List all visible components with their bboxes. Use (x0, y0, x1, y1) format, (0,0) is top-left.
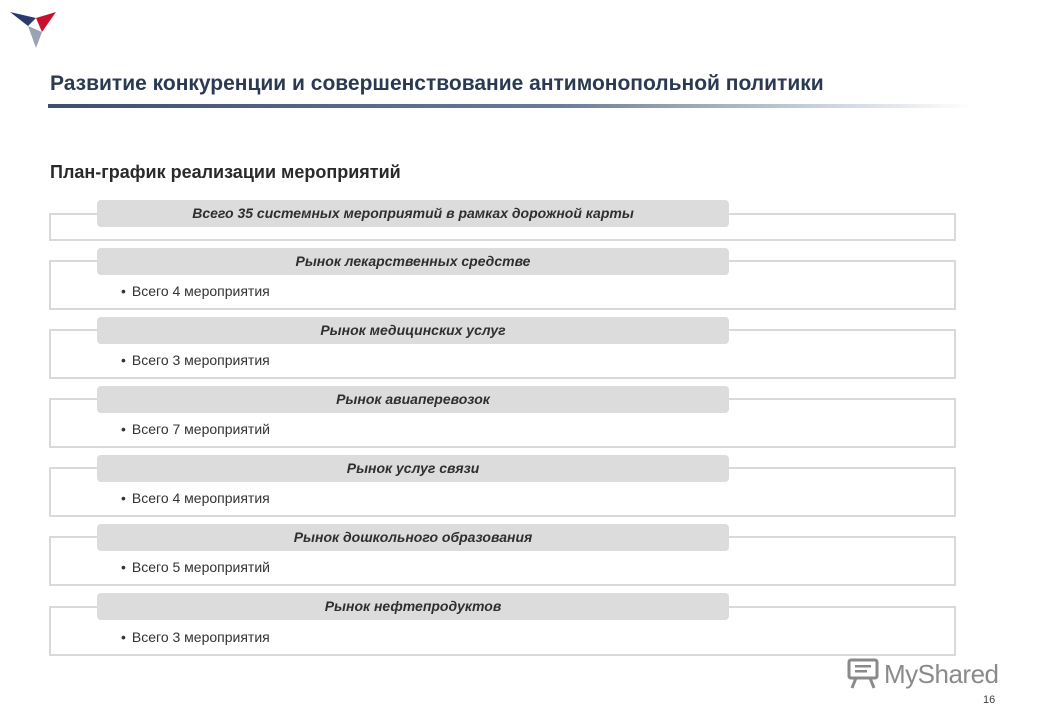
page-title: Развитие конкуренции и совершенствование антимонопольной политики (50, 72, 824, 95)
market-count: • Всего 4 мероприятия (121, 490, 270, 506)
market-count: • Всего 4 мероприятия (121, 283, 270, 299)
market-header: Рынок нефтепродуктов (97, 593, 729, 620)
market-header: Рынок лекарственных средстве (97, 248, 729, 275)
market-header: Рынок дошкольного образования (97, 524, 729, 551)
market-count: • Всего 5 мероприятий (121, 559, 270, 575)
market-header: Рынок медицинских услуг (97, 317, 729, 344)
market-count: • Всего 7 мероприятий (121, 421, 270, 437)
section-subtitle: План-график реализации мероприятий (50, 162, 401, 182)
watermark (846, 657, 999, 691)
market-count: • Всего 3 мероприятия (121, 352, 270, 368)
summary-header: Всего 35 системных мероприятий в рамках дорожной карты (97, 200, 729, 227)
market-header: Рынок услуг связи (97, 455, 729, 482)
presentation-icon (846, 658, 880, 690)
page-number: 16 (983, 694, 996, 706)
title-underline (48, 104, 973, 108)
company-logo (6, 6, 58, 50)
market-header: Рынок авиаперевозок (97, 386, 729, 413)
market-count: • Всего 3 мероприятия (121, 629, 270, 645)
watermark-text: MyShared (884, 658, 999, 689)
